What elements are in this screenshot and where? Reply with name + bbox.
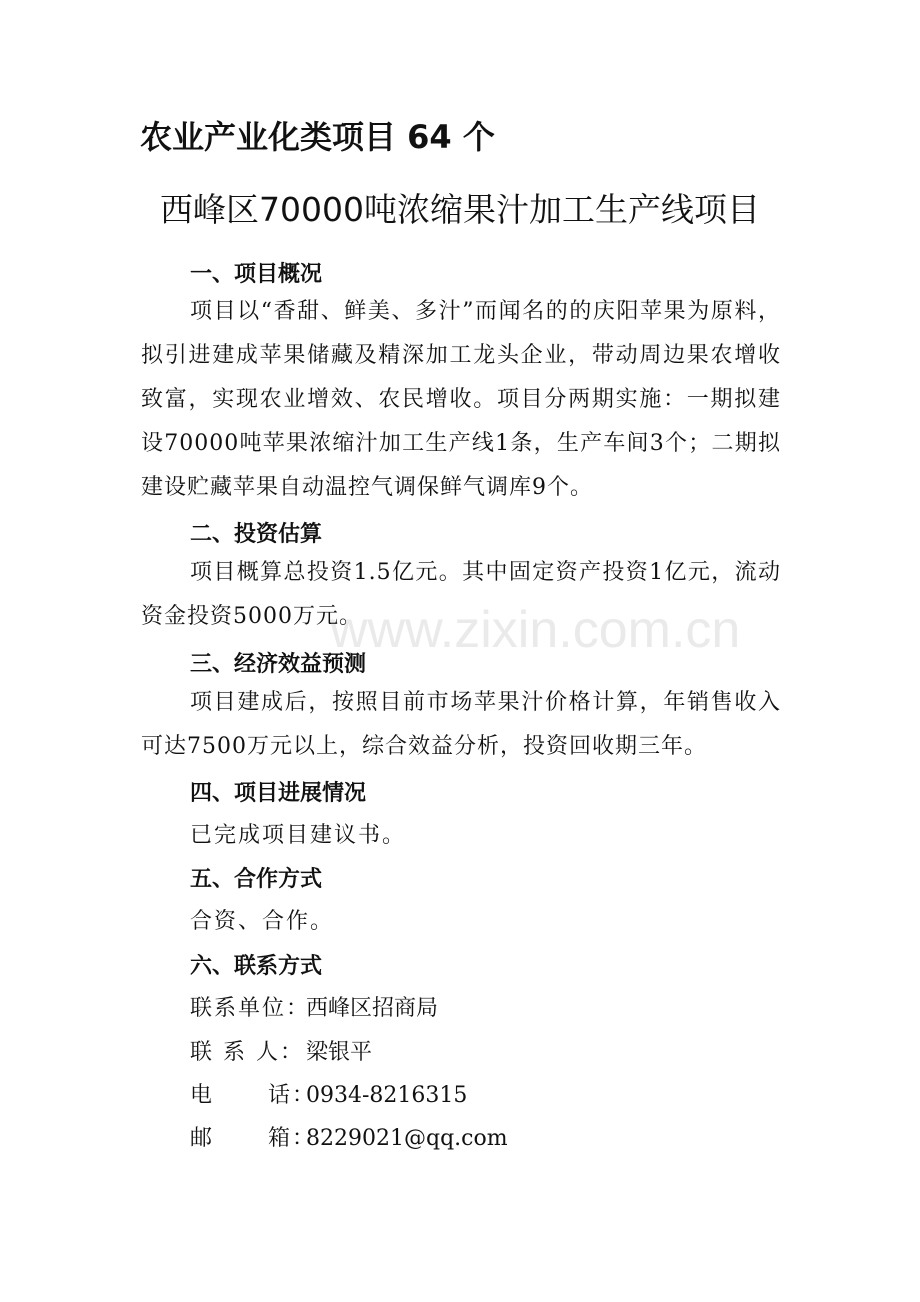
section-heading-benefit: 三、经济效益预测 bbox=[190, 652, 367, 677]
section-heading-contact: 六、联系方式 bbox=[190, 954, 323, 979]
contact-email-row bbox=[190, 1121, 508, 1152]
contact-person-label: 联 系 人： bbox=[190, 1040, 304, 1065]
section-body-investment: 项目概算总投资1.5亿元。其中固定资产投资1亿元，流动资金投资5000万元。 bbox=[141, 560, 781, 629]
watermark: www.zixin.com.cn bbox=[330, 601, 741, 659]
contact-email-value: 8229021@qq.com bbox=[306, 1126, 508, 1151]
contact-unit-value: 西峰区招商局 bbox=[306, 996, 439, 1021]
section-heading-overview: 一、项目概况 bbox=[190, 262, 323, 287]
section-body-progress: 已完成项目建议书。 bbox=[190, 823, 407, 848]
contact-phone-value: 0934-8216315 bbox=[306, 1083, 468, 1108]
contact-unit-label: 联系单位： bbox=[190, 996, 311, 1021]
section-body-overview: 项目以“香甜、鲜美、多汁”而闻名的的庆阳苹果为原料，拟引进建成苹果储藏及精深加工龙头企业，带动周边果农增收致富，实现农业增效、农民增收。项目分两期实施：一期拟建设70000吨苹果浓缩汁加工生产线1条，生产车间3个；二期拟建设贮藏苹果自动温控气调保鲜气调库9个。 bbox=[141, 299, 781, 500]
contact-phone-label: 电 话： bbox=[190, 1083, 316, 1108]
contact-unit-row bbox=[190, 991, 438, 1022]
contact-person-value: 梁银平 bbox=[306, 1040, 373, 1065]
section-heading-progress: 四、项目进展情况 bbox=[190, 781, 367, 806]
section-body-cooperation: 合资、合作。 bbox=[190, 909, 335, 934]
section-heading-cooperation: 五、合作方式 bbox=[190, 867, 323, 892]
section-body-benefit: 项目建成后，按照目前市场苹果汁价格计算，年销售收入可达7500万元以上，综合效益分析，投资回收期三年。 bbox=[141, 690, 781, 759]
contact-person-row bbox=[190, 1035, 372, 1066]
contact-phone-row bbox=[190, 1078, 467, 1109]
section-heading-investment: 二、投资估算 bbox=[190, 522, 323, 547]
project-title: 西峰区70000吨浓缩果汁加工生产线项目 bbox=[160, 190, 760, 229]
contact-email-label: 邮 箱： bbox=[190, 1126, 316, 1151]
category-title: 农业产业化类项目 64 个 bbox=[140, 118, 495, 156]
